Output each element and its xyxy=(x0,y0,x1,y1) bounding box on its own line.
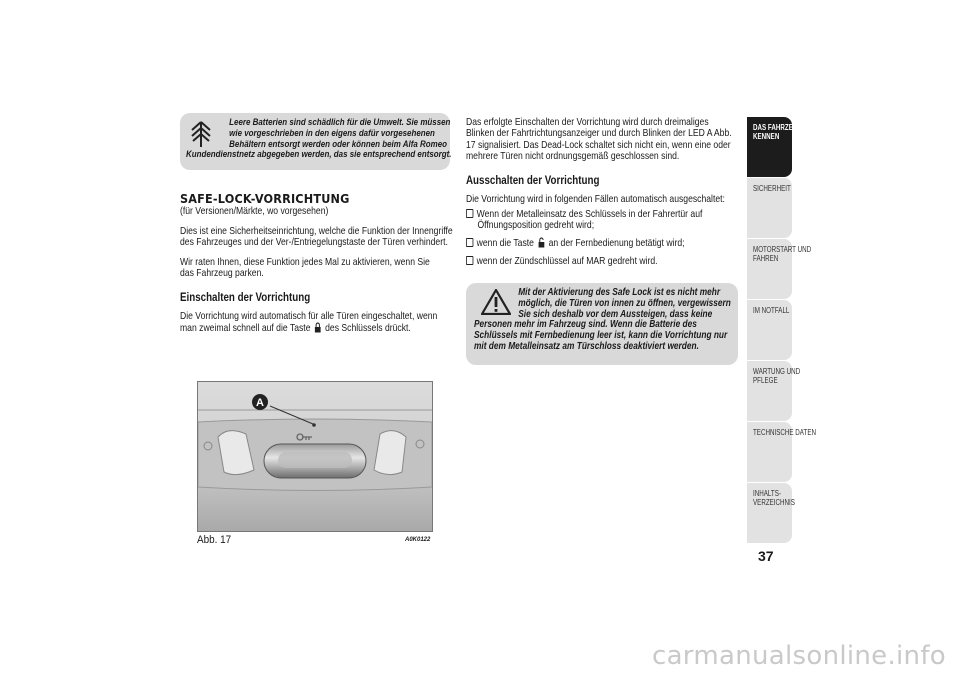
activation-paragraph xyxy=(466,117,732,163)
enable-paragraph xyxy=(180,311,437,335)
disable-intro: Die Vorrichtung wird in folgenden Fällen automatisch ausgeschaltet: xyxy=(466,193,725,205)
note-line: Leere Batterien sind schädlich für die Umwelt. Sie müssen xyxy=(229,117,451,128)
tab-wartung-und-pflege[interactable] xyxy=(747,361,801,421)
tab-das-fahrzeug-kennen[interactable] xyxy=(747,117,803,177)
tab-im-notfall[interactable] xyxy=(747,300,792,360)
environment-note-text xyxy=(186,117,452,161)
disable-heading: Ausschalten der Vorrichtung xyxy=(466,175,600,187)
tab-label: IM NOTFALL xyxy=(753,306,790,315)
tab-inhaltsverzeichnis[interactable] xyxy=(747,483,795,543)
text-line: mehrere Türen nicht ordnungsgemäß geschlossen sind. xyxy=(466,150,680,163)
text-line: des Fahrzeuges und der Ver-/Entriegelungstaste der Türen verhindert. xyxy=(180,236,448,249)
text-fragment: des Schlüssels drückt. xyxy=(325,322,411,335)
text-line: Das erfolgte Einschalten der Vorrichtung wird durch dreimaliges xyxy=(466,116,709,128)
paragraph-description xyxy=(180,226,453,249)
text-line: Wenn der Metalleinsatz des Schlüssels in der Fahrertür auf xyxy=(476,208,703,220)
tab-label: SICHERHEIT xyxy=(753,184,791,193)
text-line: wenn der Zündschlüssel auf MAR gedreht wird. xyxy=(476,255,658,267)
tab-motorstart-und-fahren[interactable] xyxy=(747,239,812,299)
text-line: Blinken der Fahrtrichtungsanzeiger und durch Blinken der LED A Abb. xyxy=(466,127,732,140)
page-number: 37 xyxy=(758,548,774,564)
tab-label: WARTUNG UND xyxy=(753,367,801,376)
text-fragment: man zweimal schnell auf die Taste xyxy=(180,322,311,335)
tab-label: MOTORSTART UND xyxy=(753,245,812,254)
warning-line: mit dem Metalleinsatz am Türschloss deaktiviert werden. xyxy=(474,340,699,352)
checkbox-bullet-icon xyxy=(466,256,473,265)
figure-caption: Abb. 17 xyxy=(197,534,232,546)
warning-text xyxy=(474,287,731,353)
section-subtitle: (für Versionen/Märkte, wo vorgesehen) xyxy=(180,205,329,217)
warning-line: Mit der Aktivierung des Safe Lock ist es nicht mehr xyxy=(518,287,721,298)
warning-line: möglich, die Türen von innen zu öffnen, vergewissern xyxy=(518,297,731,309)
text-line: 17 signalisiert. Das Dead-Lock schaltet sich nicht ein, wenn eine oder xyxy=(466,138,731,151)
text-fragment: wenn die Taste xyxy=(476,237,534,249)
door-handle-figure xyxy=(197,381,433,532)
text-line: das Fahrzeug parken. xyxy=(180,267,264,280)
tab-label: TECHNISCHE DATEN xyxy=(753,428,816,437)
warning-line: Schlüssels mit Fernbedienung leer ist, kann die Vorrichtung nur xyxy=(474,330,728,342)
tab-sicherheit[interactable] xyxy=(747,178,792,238)
note-line: Kundendienstnetz abgegeben werden, das sie entsprechend entsorgt. xyxy=(186,149,452,161)
bullet-item xyxy=(466,209,702,232)
note-line: wie vorgeschrieben in den eigens dafür vorgesehenen xyxy=(229,127,435,139)
text-line: Dies ist eine Sicherheitseinrichtung, welche die Funktion der Innengriffe xyxy=(180,225,453,237)
figure-code: A0K0122 xyxy=(405,537,431,543)
text-line: Wir raten Ihnen, diese Funktion jedes Mal zu aktivieren, wenn Sie xyxy=(180,256,430,268)
chapter-tabs xyxy=(747,117,816,544)
paragraph-advice xyxy=(180,257,430,280)
watermark: carmanualsonline.info xyxy=(651,641,946,671)
lock-key-icon xyxy=(315,322,322,333)
checkbox-bullet-icon xyxy=(466,209,473,218)
unlock-key-icon xyxy=(538,237,545,248)
text-fragment: an der Fernbedienung betätigt wird; xyxy=(548,237,685,249)
tab-label: PFLEGE xyxy=(753,376,778,385)
bullet-item xyxy=(466,237,685,249)
warning-line: Sie sich deshalb vor dem Aussteigen, dass keine xyxy=(518,308,713,320)
tab-technische-daten[interactable] xyxy=(747,422,816,482)
checkbox-bullet-icon xyxy=(466,238,473,247)
door-handle-illustration xyxy=(198,382,432,531)
marker-a-label: A xyxy=(256,397,264,409)
bullet-item xyxy=(466,256,658,267)
text-line: Die Vorrichtung wird automatisch für alle Türen eingeschaltet, wenn xyxy=(180,310,438,322)
section-title: SAFE-LOCK-VORRICHTUNG xyxy=(180,191,350,206)
text-line: Öffnungsposition gedreht wird; xyxy=(477,219,595,232)
tab-label: DAS FAHRZEUG xyxy=(753,123,803,132)
warning-line: Personen mehr im Fahrzeug sind. Wenn die Batterie des xyxy=(474,319,697,331)
tab-label: KENNEN xyxy=(753,132,780,141)
note-line: Behältern entsorgt werden oder können beim Alfa Romeo xyxy=(229,138,447,150)
tab-label: FAHREN xyxy=(753,254,779,263)
tab-label: INHALTS- xyxy=(753,489,781,498)
tab-label: VERZEICHNIS xyxy=(753,498,795,507)
enable-heading: Einschalten der Vorrichtung xyxy=(180,292,311,304)
